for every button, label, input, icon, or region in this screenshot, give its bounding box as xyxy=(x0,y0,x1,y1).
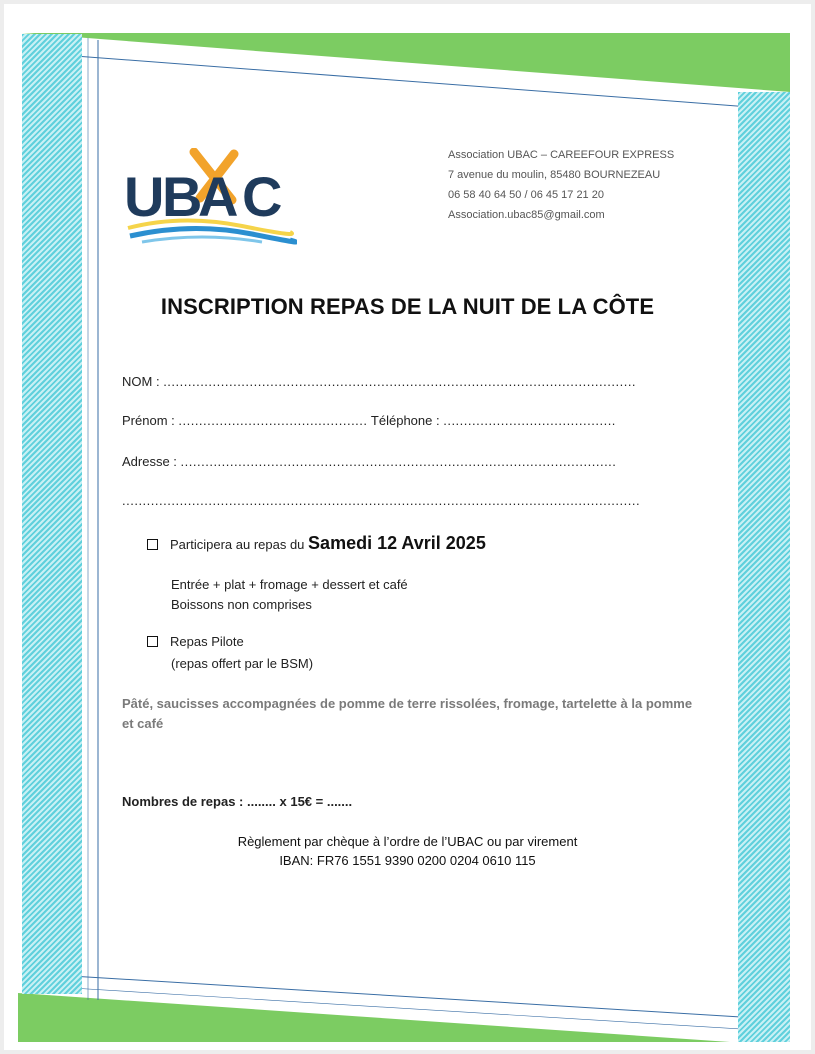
prenom-label: Prénom : xyxy=(122,413,175,428)
right-hatched-stripe xyxy=(738,92,790,1042)
association-info xyxy=(448,145,674,225)
bottom-green-band xyxy=(18,993,730,1042)
payment-method: Règlement par chèque à l’ordre de l’UBAC ou par virement xyxy=(237,834,578,849)
adresse-extra-line[interactable] xyxy=(122,493,640,508)
adresse-dots[interactable]: .......................................................................................................... xyxy=(180,454,617,469)
menu-courses: Entrée + plat + fromage + dessert et café xyxy=(171,577,408,592)
prenom-telephone-field[interactable] xyxy=(122,413,616,428)
payment-info xyxy=(0,832,815,870)
menu-details xyxy=(171,575,408,615)
top-green-band xyxy=(22,33,790,92)
svg-text:B: B xyxy=(162,165,203,228)
telephone-label: Téléphone : xyxy=(370,413,440,428)
nom-dots[interactable]: ................................................................................................................... xyxy=(163,374,637,389)
adresse-label: Adresse : xyxy=(122,454,177,469)
svg-text:C: C xyxy=(242,165,283,228)
adresse-field[interactable] xyxy=(122,454,616,469)
participation-prefix: Participera au repas du xyxy=(170,537,305,552)
association-phones: 06 58 40 64 50 / 06 45 17 21 20 xyxy=(448,189,604,201)
pilote-note: (repas offert par le BSM) xyxy=(171,656,314,671)
participation-checkbox[interactable] xyxy=(147,539,158,550)
iban: IBAN: FR76 1551 9390 0200 0204 0610 115 xyxy=(279,853,536,868)
menu-description: Pâté, saucisses accompagnées de pomme de terre rissolées, fromage, tartelette à la pomme et café xyxy=(122,696,693,731)
association-email[interactable]: Association.ubac85@gmail.com xyxy=(448,209,605,221)
page-title: INSCRIPTION REPAS DE LA NUIT DE LA CÔTE xyxy=(160,294,655,319)
option-participation[interactable] xyxy=(147,533,486,554)
nombre-repas: Nombres de repas : ........ x 15€ = ....... xyxy=(122,794,353,809)
svg-text:U: U xyxy=(124,165,165,228)
association-address: 7 avenue du moulin, 85480 BOURNEZEAU xyxy=(448,169,661,181)
nom-label: NOM : xyxy=(122,374,160,389)
prenom-dots[interactable]: .............................................. xyxy=(178,413,368,428)
pilote-label: Repas Pilote xyxy=(170,634,244,649)
event-date: Samedi 12 Avril 2025 xyxy=(308,533,486,553)
association-name: Association UBAC – CAREEFOUR EXPRESS xyxy=(448,149,675,161)
nom-field[interactable] xyxy=(122,374,636,389)
extra-dots[interactable]: .............................................................................................................................. xyxy=(122,493,641,508)
option-repas-pilote[interactable] xyxy=(147,634,244,649)
ubac-logo xyxy=(122,148,297,248)
pilote-checkbox[interactable] xyxy=(147,636,158,647)
svg-text:A: A xyxy=(198,165,239,228)
telephone-dots[interactable]: .......................................... xyxy=(443,413,616,428)
drinks-note: Boissons non comprises xyxy=(171,597,312,612)
